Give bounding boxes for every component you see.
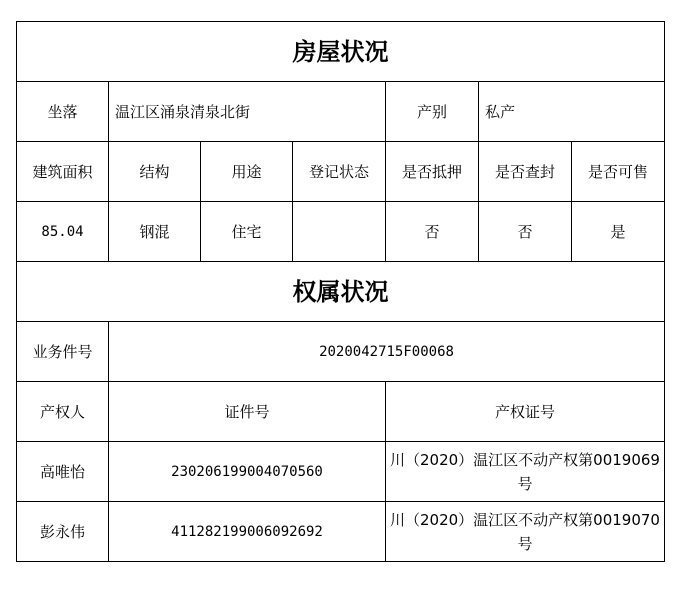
owner-row [17,502,665,562]
location-label: 坐落 [17,82,109,142]
header-usage: 用途 [201,142,293,202]
header-structure: 结构 [109,142,201,202]
floor-area-value: 85.04 [17,202,109,262]
owner-name: 高唯怡 [17,442,109,502]
header-id-no: 证件号 [109,382,386,442]
owner-name: 彭永伟 [17,502,109,562]
structure-value: 钢混 [109,202,201,262]
business-no-value: 2020042715F00068 [109,322,665,382]
owner-id-no: 411282199006092692 [109,502,386,562]
header-owner: 产权人 [17,382,109,442]
registration-status-value [293,202,386,262]
ownership-status-title: 权属状况 [17,262,665,322]
mortgaged-value: 否 [386,202,479,262]
owner-id-no: 230206199004070560 [109,442,386,502]
owner-cert-no: 川（2020）温江区不动产权第0019070号 [386,502,665,562]
header-mortgaged: 是否抵押 [386,142,479,202]
header-floor-area: 建筑面积 [17,142,109,202]
header-registration-status: 登记状态 [293,142,386,202]
property-info-table [16,21,665,562]
owner-row [17,442,665,502]
location-value: 温江区涌泉清泉北街 [109,82,386,142]
category-label: 产别 [386,82,479,142]
usage-value: 住宅 [201,202,293,262]
category-value: 私产 [479,82,665,142]
house-status-title: 房屋状况 [17,22,665,82]
seized-value: 否 [479,202,572,262]
header-seized: 是否查封 [479,142,572,202]
saleable-value: 是 [572,202,665,262]
header-saleable: 是否可售 [572,142,665,202]
owner-cert-no: 川（2020）温江区不动产权第0019069号 [386,442,665,502]
business-no-label: 业务件号 [17,322,109,382]
header-cert-no: 产权证号 [386,382,665,442]
